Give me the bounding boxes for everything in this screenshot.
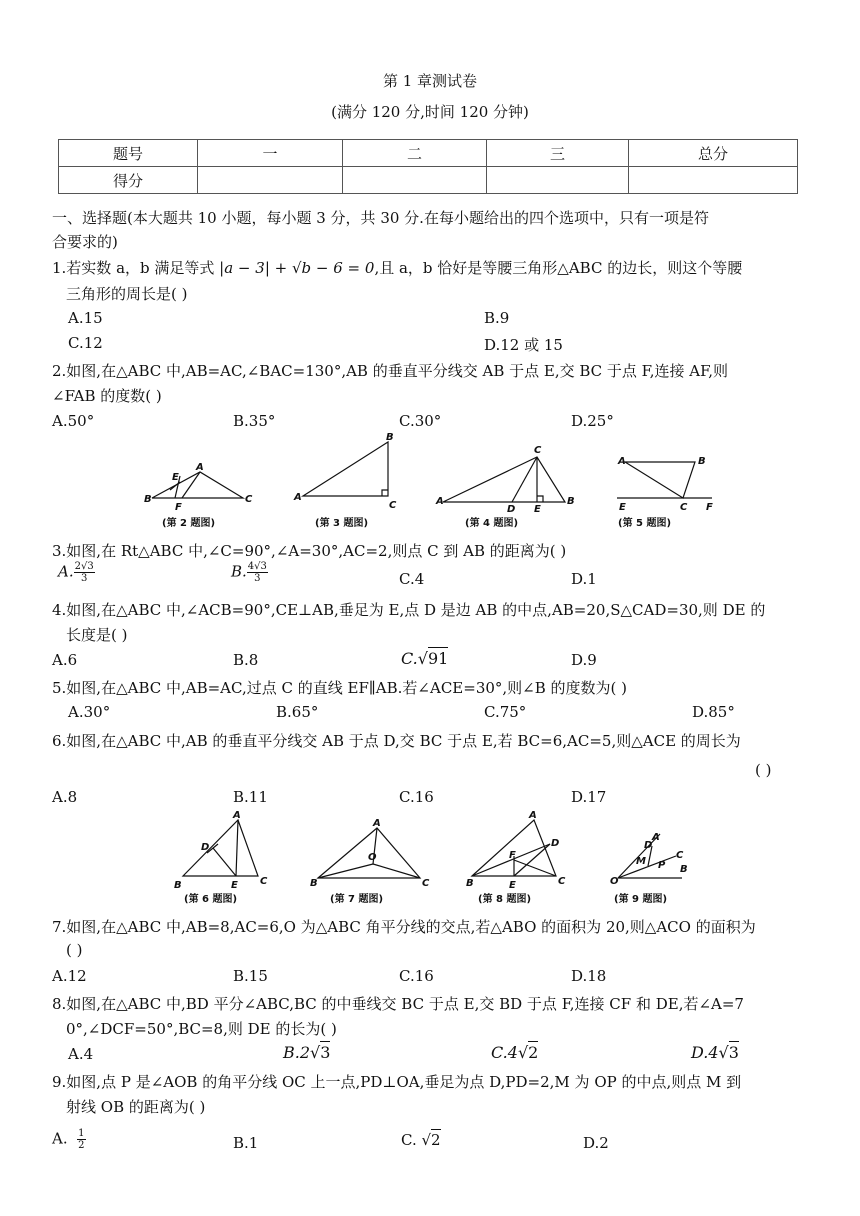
q1-option-b[interactable]: B.9 [484, 309, 510, 327]
q9-option-b[interactable]: B.1 [233, 1134, 259, 1152]
section-heading-cont: 合要求的) [52, 233, 118, 251]
point-label: E [172, 472, 179, 483]
point-label: A [652, 832, 660, 843]
q4-option-c[interactable]: C.√91 [401, 649, 449, 668]
q8-option-d-radicand: 3 [728, 1043, 739, 1062]
figure-8-diagram [472, 820, 556, 876]
q1-text: 1.若实数 a，b 满足等式 [52, 259, 220, 277]
point-label: C [534, 445, 542, 456]
question-2: 2.如图,在△ABC 中,AB=AC,∠BAC=130°,AB 的垂直平分线交 AB 于点 E,交 BC 于点 F,连接 AF,则 [52, 362, 728, 380]
q9-option-c-radicand: 2 [431, 1131, 441, 1149]
point-label: C [245, 494, 253, 505]
fraction-numerator: 2√3 [74, 561, 94, 572]
score-cell: 得分 [59, 167, 198, 194]
fraction-numerator: 1 [78, 1128, 85, 1139]
q1-text-post: ,且 a，b 恰好是等腰三角形△ABC 的边长，则这个等腰 [374, 259, 743, 277]
score-cell: 总分 [629, 140, 798, 167]
question-3: 3.如图,在 Rt△ABC 中,∠C=90°,∠A=30°,AC=2,则点 C 到 AB 的距离为( ) [52, 542, 567, 560]
figure-caption: (第 8 题图) [478, 894, 532, 905]
point-label: C [260, 876, 268, 887]
question-6: 6.如图,在△ABC 中,AB 的垂直平分线交 AB 于点 D,交 BC 于点 E,若 BC=6,AC=5,则△ACE 的周长为 [52, 732, 741, 750]
figure-5-diagram [617, 462, 712, 498]
section-heading: 一、选择题(本大题共 10 小题，每小题 3 分，共 30 分.在每小题给出的四个选项中，只有一项是符 [52, 209, 709, 227]
q4-option-c-radicand: 91 [427, 649, 449, 668]
q4-line2: 长度是( ) [66, 626, 128, 644]
q3-option-b-fraction [247, 561, 268, 584]
q3-option-b[interactable] [231, 561, 268, 584]
point-label: E [534, 504, 541, 515]
figure-caption: (第 9 题图) [614, 894, 668, 905]
point-label: P [658, 860, 666, 871]
q3-option-a-label: A. [58, 562, 74, 581]
q4-option-c-label: C. [401, 649, 418, 668]
page-title: 第 1 章测试卷 [382, 72, 478, 90]
q8-option-a[interactable]: A.4 [68, 1045, 94, 1063]
q9-option-a-label: A. [52, 1129, 68, 1148]
point-label: C [389, 500, 397, 511]
point-label: A [373, 818, 381, 829]
q8-option-d-label: D.4 [691, 1043, 719, 1062]
figure-caption: (第 5 题图) [618, 518, 672, 529]
q6-answer-paren: ( ) [755, 761, 772, 779]
q8-option-b-label: B.2 [283, 1043, 311, 1062]
point-label: D [551, 838, 560, 849]
q8-option-c-radicand: 2 [528, 1043, 539, 1062]
score-cell: 二 [343, 140, 487, 167]
q1-formula: |a − 3| + √b − 6 = 0 [219, 259, 375, 277]
q3-option-a[interactable] [58, 561, 95, 584]
q9-line2: 射线 OB 的距离为( ) [66, 1098, 206, 1116]
figure-caption: (第 3 题图) [315, 518, 369, 529]
question-8: 8.如图,在△ABC 中,BD 平分∠ABC,BC 的中垂线交 BC 于点 E,交 BD 于点 F,连接 CF 和 DE,若∠A=7 [52, 995, 744, 1013]
q5-option-d[interactable]: D.85° [692, 703, 735, 721]
fraction-denominator: 3 [80, 573, 88, 584]
fraction-numerator: 4√3 [247, 561, 267, 572]
q8-option-c-label: C.4 [491, 1043, 518, 1062]
q7-option-b[interactable]: B.15 [233, 967, 268, 985]
q9-option-a[interactable] [52, 1128, 86, 1151]
q7-option-c[interactable]: C.16 [399, 967, 434, 985]
q8-option-d[interactable]: D.4√3 [691, 1043, 739, 1062]
figures-row-2 [170, 808, 690, 908]
q8-option-b-radicand: 3 [320, 1043, 331, 1062]
score-table-score-row [59, 167, 798, 194]
point-label: E [231, 880, 238, 891]
figure-2-diagram [152, 472, 243, 498]
score-cell: 三 [487, 140, 629, 167]
score-cell: 题号 [59, 140, 198, 167]
score-table [58, 139, 798, 194]
question-9: 9.如图,点 P 是∠AOB 的角平分线 OC 上一点,PD⊥OA,垂足为点 D,PD=2,M 为 OP 的中点,则点 M 到 [52, 1073, 742, 1091]
q3-option-a-fraction [74, 561, 95, 584]
fraction-denominator: 2 [78, 1140, 85, 1151]
point-label: A [529, 810, 537, 821]
point-label: B [386, 432, 394, 443]
score-table-header-row [59, 140, 798, 167]
point-label: F [706, 502, 713, 513]
q6-option-c[interactable]: C.16 [399, 788, 434, 806]
point-label: O [368, 852, 377, 863]
q9-option-c-label: C. [401, 1131, 417, 1149]
q5-option-c[interactable]: C.75° [484, 703, 527, 721]
q6-option-a[interactable]: A.8 [52, 788, 78, 806]
figure-caption: (第 7 题图) [330, 894, 384, 905]
question-5: 5.如图,在△ABC 中,AB=AC,过点 C 的直线 EF∥AB.若∠ACE=30°,则∠B 的度数为( ) [52, 679, 628, 697]
q2-option-b[interactable]: B.35° [233, 412, 276, 430]
q9-option-a-fraction [77, 1128, 85, 1151]
q1-option-c[interactable]: C.12 [68, 334, 103, 352]
q2-option-c[interactable]: C.30° [399, 412, 442, 430]
q6-option-b[interactable]: B.11 [233, 788, 268, 806]
q2-option-a[interactable]: A.50° [52, 412, 95, 430]
point-label: C [422, 878, 430, 889]
q6-option-d[interactable]: D.17 [571, 788, 607, 806]
q4-option-b[interactable]: B.8 [233, 651, 259, 669]
point-label: B [310, 878, 318, 889]
figure-caption: (第 2 题图) [162, 518, 216, 529]
q2-option-d[interactable]: D.25° [571, 412, 614, 430]
score-input-cell[interactable] [343, 167, 487, 194]
point-label: D [201, 842, 210, 853]
point-label: E [619, 502, 626, 513]
q3-option-c[interactable]: C.4 [399, 570, 425, 588]
point-label: A [436, 496, 444, 507]
q8-option-c[interactable]: C.4√2 [491, 1043, 539, 1062]
point-label: D [644, 840, 653, 851]
point-label: A [618, 456, 626, 467]
q5-option-a[interactable]: A.30° [68, 703, 111, 721]
point-label: B [174, 880, 182, 891]
point-label: B [567, 496, 575, 507]
page-subtitle: (满分 120 分,时间 120 分钟) [331, 103, 529, 121]
q8-option-b[interactable]: B.2√3 [283, 1043, 331, 1062]
point-label: B [698, 456, 706, 467]
q1-option-a[interactable]: A.15 [68, 309, 103, 327]
point-label: B [680, 864, 688, 875]
question-7: 7.如图,在△ABC 中,AB=8,AC=6,O 为△ABC 角平分线的交点,若△ABO 的面积为 20,则△ACO 的面积为 [52, 918, 756, 936]
q9-option-d[interactable]: D.2 [583, 1134, 609, 1152]
q5-option-b[interactable]: B.65° [276, 703, 319, 721]
point-label: F [509, 850, 516, 861]
question-1 [52, 257, 742, 278]
figure-6-diagram [183, 820, 258, 876]
point-label: A [294, 492, 302, 503]
fraction-denominator: 3 [254, 573, 261, 584]
q7-option-d[interactable]: D.18 [571, 967, 607, 985]
q3-option-d[interactable]: D.1 [571, 570, 597, 588]
q2-line2: ∠FAB 的度数( ) [52, 387, 162, 405]
score-input-cell[interactable] [487, 167, 629, 194]
point-label: M [636, 856, 646, 867]
q4-option-a[interactable]: A.6 [52, 651, 78, 669]
point-label: F [175, 502, 182, 513]
q1-option-d[interactable]: D.12 或 15 [484, 336, 563, 354]
figure-caption: (第 6 题图) [184, 894, 238, 905]
point-label: A [196, 462, 204, 473]
point-label: C [676, 850, 684, 861]
point-label: B [144, 494, 152, 505]
figure-caption: (第 4 题图) [465, 518, 519, 529]
point-label: E [509, 880, 516, 891]
score-input-cell[interactable] [629, 167, 798, 194]
q7-line2: ( ) [66, 941, 83, 959]
q9-option-c[interactable]: C. √2 [401, 1131, 441, 1149]
figures-row-1 [140, 432, 740, 532]
q4-option-d[interactable]: D.9 [571, 651, 597, 669]
point-label: C [558, 876, 566, 887]
point-label: B [466, 878, 474, 889]
point-label: A [233, 810, 241, 821]
question-4: 4.如图,在△ABC 中,∠ACB=90°,CE⊥AB,垂足为 E,点 D 是边 AB 的中点,AB=20,S△CAD=30,则 DE 的 [52, 601, 766, 619]
point-label: C [680, 502, 688, 513]
q1-line2: 三角形的周长是( ) [66, 285, 188, 303]
q7-option-a[interactable]: A.12 [52, 967, 87, 985]
score-cell: 一 [198, 140, 343, 167]
figure-3-diagram [303, 442, 388, 496]
point-label: O [610, 876, 619, 887]
point-label: D [507, 504, 516, 515]
q8-line2: 0°,∠DCF=50°,BC=8,则 DE 的长为( ) [66, 1020, 337, 1038]
figure-4-diagram [443, 457, 565, 502]
q3-option-b-label: B. [231, 562, 247, 581]
score-input-cell[interactable] [198, 167, 343, 194]
